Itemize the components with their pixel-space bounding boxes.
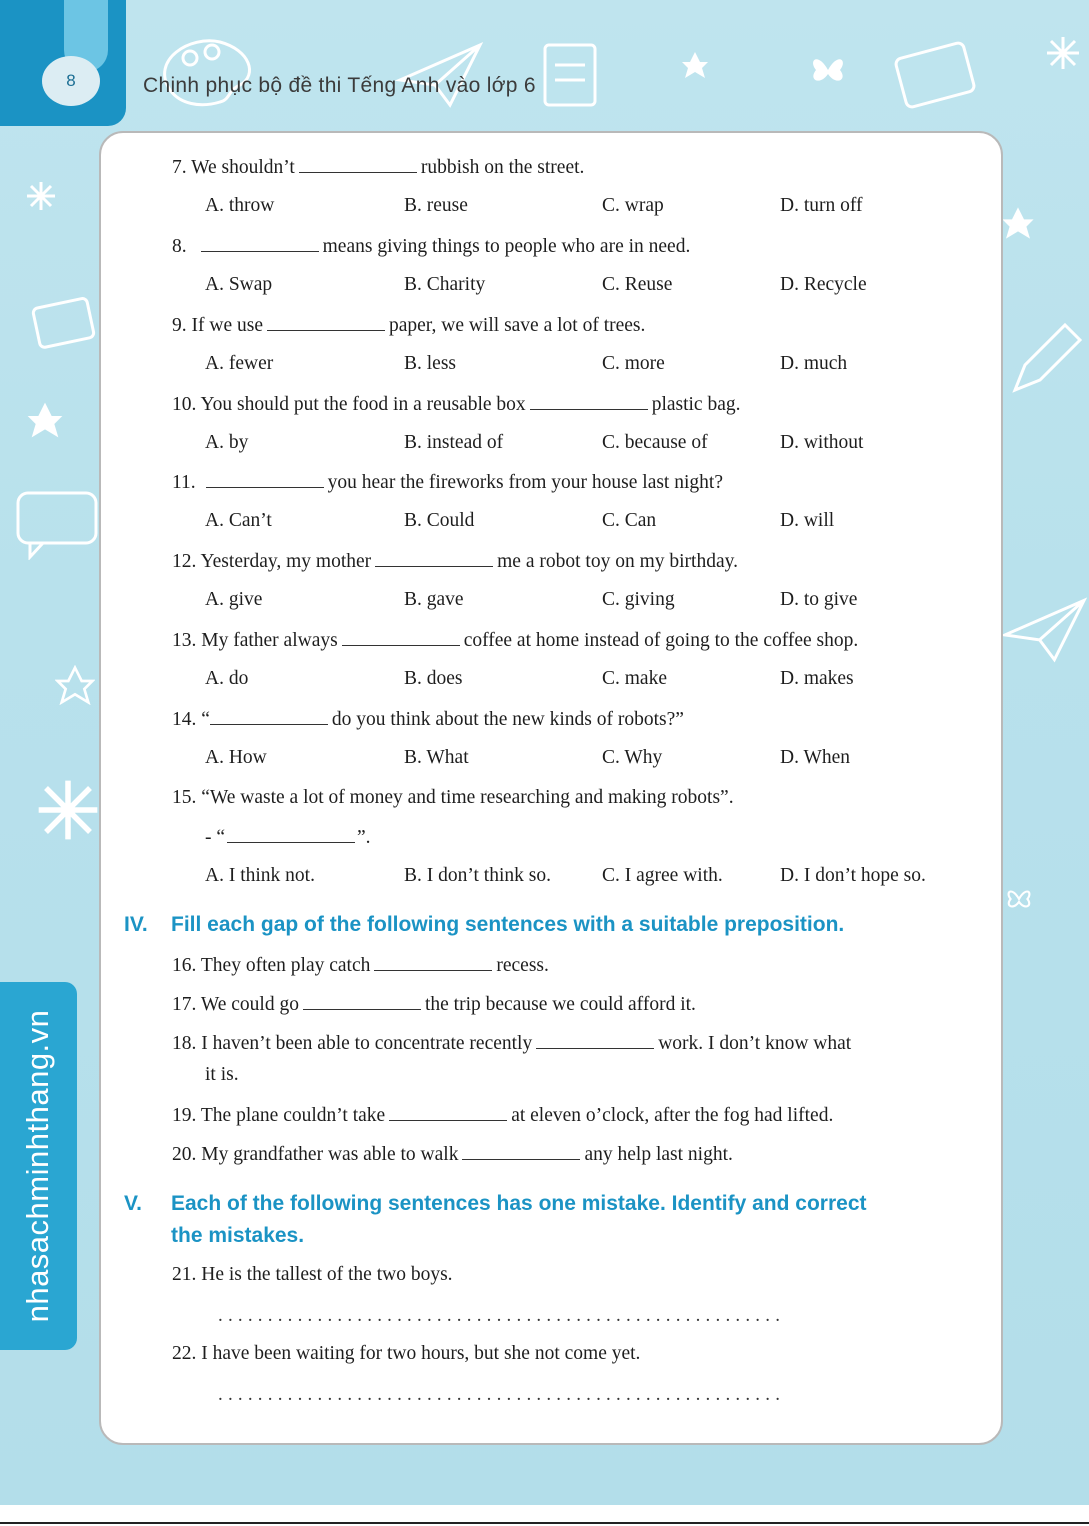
answer-blank[interactable] xyxy=(303,993,421,1010)
option-d[interactable]: D. turn off xyxy=(780,195,863,216)
section-iv-number: IV. xyxy=(124,913,148,936)
answer-blank[interactable] xyxy=(299,156,417,173)
pencil-icon xyxy=(1005,320,1085,400)
option-d[interactable]: D. Recycle xyxy=(780,274,867,295)
option-b[interactable]: B. Could xyxy=(404,510,475,531)
page-bottom-rule xyxy=(0,1522,1089,1524)
option-a[interactable]: A. by xyxy=(205,432,249,453)
butterfly-outline-icon xyxy=(1005,885,1033,913)
page-number: 8 xyxy=(42,56,100,106)
answer-blank[interactable] xyxy=(530,393,648,410)
answer-blank[interactable] xyxy=(462,1143,580,1160)
answer-blank[interactable] xyxy=(375,550,493,567)
question-15-reply: - “ ”. xyxy=(205,827,371,848)
option-a[interactable]: A. Can’t xyxy=(205,510,272,531)
question-18-continuation: it is. xyxy=(205,1064,239,1085)
option-d[interactable]: D. without xyxy=(780,432,864,453)
answer-blank[interactable] xyxy=(227,826,355,843)
book-title: Chinh phục bộ đề thi Tếng Anh vào lớp 6 xyxy=(143,74,536,97)
question-22: 22. I have been waiting for two hours, but she not come yet. xyxy=(172,1343,641,1364)
question-9: 9. If we use paper, we will save a lot of trees. xyxy=(172,315,646,336)
question-21: 21. He is the tallest of the two boys. xyxy=(172,1264,453,1285)
leaf-outline-icon xyxy=(55,665,95,705)
option-b[interactable]: B. instead of xyxy=(404,432,504,453)
question-8: 8. means giving things to people who are in need. xyxy=(172,236,691,257)
option-c[interactable]: C. make xyxy=(602,668,667,689)
option-b[interactable]: B. What xyxy=(404,747,469,768)
section-iv-title: Fill each gap of the following sentences with a suitable preposition. xyxy=(171,913,845,936)
question-13: 13. My father always coffee at home instead of going to the coffee shop. xyxy=(172,630,859,651)
leaf-icon xyxy=(680,50,710,80)
snowflake-icon xyxy=(1045,35,1081,71)
option-c[interactable]: C. Can xyxy=(602,510,657,531)
option-c[interactable]: C. because of xyxy=(602,432,708,453)
option-d[interactable]: D. much xyxy=(780,353,848,374)
leaf-icon xyxy=(1000,205,1036,241)
side-brand-text: nhasachminhthang.vn xyxy=(20,1009,55,1323)
option-a[interactable]: A. Swap xyxy=(205,274,273,295)
section-v-title-line2: the mistakes. xyxy=(171,1224,305,1247)
section-v-title-line1: Each of the following sentences has one mistake. Identify and correct xyxy=(171,1192,867,1215)
option-b[interactable]: B. gave xyxy=(404,589,464,610)
section-v-number: V. xyxy=(124,1192,142,1215)
option-c[interactable]: C. Reuse xyxy=(602,274,673,295)
butterfly-icon xyxy=(808,52,848,88)
option-b[interactable]: B. less xyxy=(404,353,457,374)
answer-blank[interactable] xyxy=(536,1032,654,1049)
option-b[interactable]: B. I don’t think so. xyxy=(404,865,551,886)
question-14: 14. “ do you think about the new kinds of robots?” xyxy=(172,709,684,730)
answer-blank[interactable] xyxy=(342,629,460,646)
notepad-icon xyxy=(530,35,610,115)
question-18: 18. I haven’t been able to concentrate recently work. I don’t know what xyxy=(172,1033,852,1054)
answer-blank[interactable] xyxy=(374,954,492,971)
option-d[interactable]: D. I don’t hope so. xyxy=(780,865,926,886)
option-b[interactable]: B. Charity xyxy=(404,274,486,295)
snowflake-icon xyxy=(35,765,101,855)
palette-icon xyxy=(150,30,260,110)
question-7: 7. We shouldn’t rubbish on the street. xyxy=(172,157,585,178)
briefcase-icon xyxy=(890,25,980,115)
option-a[interactable]: A. give xyxy=(205,589,263,610)
option-c[interactable]: C. Why xyxy=(602,747,663,768)
option-c[interactable]: C. giving xyxy=(602,589,675,610)
option-a[interactable]: A. fewer xyxy=(205,353,274,374)
answer-blank[interactable] xyxy=(206,471,324,488)
answer-blank[interactable] xyxy=(201,235,319,252)
option-d[interactable]: D. When xyxy=(780,747,851,768)
option-a[interactable]: A. How xyxy=(205,747,267,768)
briefcase-icon xyxy=(28,285,98,355)
answer-line-21[interactable]: ......................................................... xyxy=(218,1305,786,1326)
paper-plane-icon xyxy=(1000,590,1089,670)
question-15: 15. “We waste a lot of money and time researching and making robots”. xyxy=(172,787,734,808)
leaf-icon xyxy=(25,400,65,440)
chat-bubble-icon xyxy=(15,490,100,560)
question-19: 19. The plane couldn’t take at eleven o’clock, after the fog had lifted. xyxy=(172,1105,834,1126)
question-17: 17. We could go the trip because we could afford it. xyxy=(172,994,696,1015)
option-b[interactable]: B. reuse xyxy=(404,195,468,216)
question-12: 12. Yesterday, my mother me a robot toy on my birthday. xyxy=(172,551,738,572)
option-c[interactable]: C. wrap xyxy=(602,195,664,216)
question-11: 11. you hear the fireworks from your house last night? xyxy=(172,472,723,493)
answer-line-22[interactable]: ......................................................... xyxy=(218,1384,786,1405)
option-c[interactable]: C. more xyxy=(602,353,665,374)
answer-blank[interactable] xyxy=(389,1104,507,1121)
question-20: 20. My grandfather was able to walk any help last night. xyxy=(172,1144,733,1165)
question-16: 16. They often play catch recess. xyxy=(172,955,549,976)
option-a[interactable]: A. I think not. xyxy=(205,865,315,886)
answer-blank[interactable] xyxy=(210,708,328,725)
answer-blank[interactable] xyxy=(267,314,385,331)
snowflake-icon xyxy=(25,180,57,212)
option-a[interactable]: A. throw xyxy=(205,195,275,216)
option-b[interactable]: B. does xyxy=(404,668,463,689)
option-d[interactable]: D. will xyxy=(780,510,835,531)
option-c[interactable]: C. I agree with. xyxy=(602,865,723,886)
option-d[interactable]: D. to give xyxy=(780,589,858,610)
question-10: 10. You should put the food in a reusable box plastic bag. xyxy=(172,394,741,415)
option-a[interactable]: A. do xyxy=(205,668,249,689)
option-d[interactable]: D. makes xyxy=(780,668,854,689)
